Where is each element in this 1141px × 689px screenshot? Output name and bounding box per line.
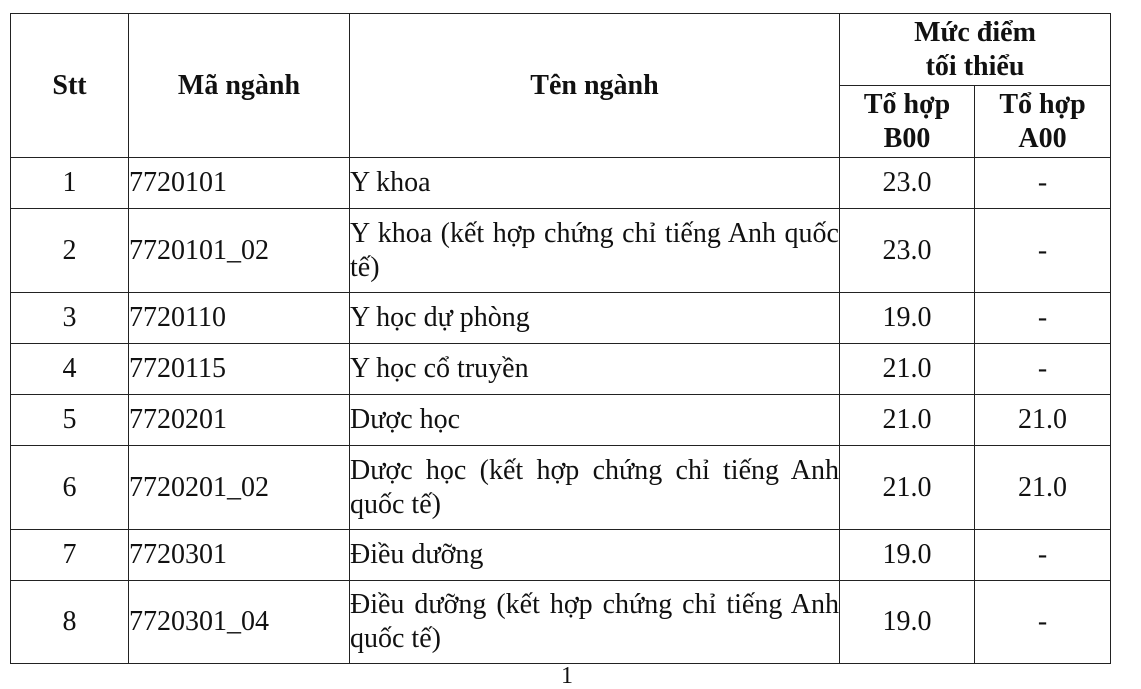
cell-a00: - bbox=[975, 158, 1111, 209]
cell-code: 7720115 bbox=[129, 344, 350, 395]
cell-a00: 21.0 bbox=[975, 395, 1111, 446]
cell-b00: 19.0 bbox=[840, 293, 975, 344]
cell-b00: 19.0 bbox=[840, 530, 975, 581]
cell-b00: 23.0 bbox=[840, 209, 975, 293]
table-row bbox=[11, 446, 1111, 530]
header-min-score: Mức điểm tối thiểu bbox=[840, 14, 1111, 86]
cell-code: 7720301 bbox=[129, 530, 350, 581]
table-row bbox=[11, 158, 1111, 209]
cell-stt: 6 bbox=[11, 446, 129, 530]
cell-b00: 21.0 bbox=[840, 395, 975, 446]
cell-stt: 8 bbox=[11, 581, 129, 664]
header-combo-b00: Tổ hợp B00 bbox=[840, 86, 975, 158]
cell-code: 7720201_02 bbox=[129, 446, 350, 530]
cell-name: Dược học bbox=[350, 395, 840, 446]
table-row bbox=[11, 209, 1111, 293]
cell-stt: 4 bbox=[11, 344, 129, 395]
cell-name: Y học dự phòng bbox=[350, 293, 840, 344]
cell-name: Y học cổ truyền bbox=[350, 344, 840, 395]
admission-score-table bbox=[10, 13, 1111, 664]
cell-name: Y khoa bbox=[350, 158, 840, 209]
header-stt: Stt bbox=[11, 14, 129, 158]
table-header bbox=[11, 14, 1111, 158]
cell-code: 7720301_04 bbox=[129, 581, 350, 664]
table-row bbox=[11, 344, 1111, 395]
cell-a00: - bbox=[975, 344, 1111, 395]
table-body bbox=[11, 158, 1111, 664]
cell-stt: 7 bbox=[11, 530, 129, 581]
cell-name: Dược học (kết hợp chứng chỉ tiếng Anh quốc tế) bbox=[350, 446, 840, 530]
cell-a00: - bbox=[975, 530, 1111, 581]
cell-b00: 23.0 bbox=[840, 158, 975, 209]
header-code: Mã ngành bbox=[129, 14, 350, 158]
cell-code: 7720101 bbox=[129, 158, 350, 209]
cell-a00: 21.0 bbox=[975, 446, 1111, 530]
cell-a00: - bbox=[975, 209, 1111, 293]
header-row-top bbox=[11, 14, 1111, 86]
table-row bbox=[11, 293, 1111, 344]
cell-code: 7720110 bbox=[129, 293, 350, 344]
cell-stt: 1 bbox=[11, 158, 129, 209]
cell-b00: 21.0 bbox=[840, 344, 975, 395]
cell-name: Y khoa (kết hợp chứng chỉ tiếng Anh quốc tế) bbox=[350, 209, 840, 293]
cell-name: Điều dưỡng bbox=[350, 530, 840, 581]
table-row bbox=[11, 395, 1111, 446]
table-row bbox=[11, 581, 1111, 664]
cell-a00: - bbox=[975, 293, 1111, 344]
header-combo-a00: Tổ hợp A00 bbox=[975, 86, 1111, 158]
cell-stt: 5 bbox=[11, 395, 129, 446]
cell-b00: 21.0 bbox=[840, 446, 975, 530]
cell-b00: 19.0 bbox=[840, 581, 975, 664]
cell-name: Điều dưỡng (kết hợp chứng chỉ tiếng Anh quốc tế) bbox=[350, 581, 840, 664]
page-number: 1 bbox=[561, 663, 573, 689]
cell-a00: - bbox=[975, 581, 1111, 664]
cell-stt: 2 bbox=[11, 209, 129, 293]
cell-code: 7720101_02 bbox=[129, 209, 350, 293]
header-name: Tên ngành bbox=[350, 14, 840, 158]
cell-stt: 3 bbox=[11, 293, 129, 344]
table-row bbox=[11, 530, 1111, 581]
cell-code: 7720201 bbox=[129, 395, 350, 446]
